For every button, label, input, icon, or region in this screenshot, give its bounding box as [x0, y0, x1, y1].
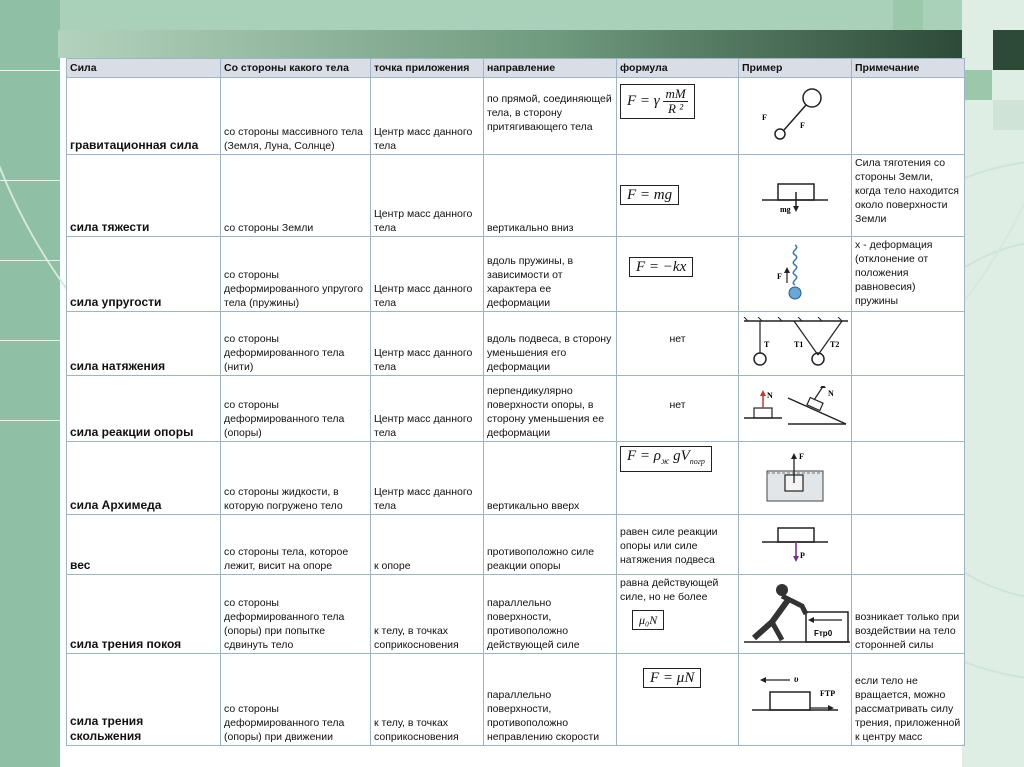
force-source: со стороны Земли — [221, 155, 371, 237]
example-label: υ — [794, 673, 799, 684]
example-label: mg — [780, 204, 791, 214]
formula-box — [620, 84, 695, 119]
force-source: со стороны массивного тела (Земля, Луна, Солнце) — [221, 78, 371, 155]
force-direction: вдоль подвеса, в сторону уменьшения его деформации — [484, 312, 617, 376]
header-formula: формула — [617, 59, 739, 78]
force-name: сила трения покоя — [67, 575, 221, 654]
force-formula — [617, 155, 739, 237]
force-source: со стороны деформированного тела (опоры) при движении — [221, 654, 371, 746]
static-friction-diagram-icon — [739, 575, 852, 654]
force-name: сила трения скольжения — [67, 654, 221, 746]
force-note: если тело не вращается, можно рассматривать силу трения, приложенной к центру масс — [852, 654, 965, 746]
force-note — [852, 515, 965, 575]
force-name: сила натяжения — [67, 312, 221, 376]
force-source: со стороны деформированного тела (нити) — [221, 312, 371, 376]
example-label: N — [828, 388, 834, 398]
force-formula — [617, 78, 739, 155]
force-source: со стороны жидкости, в которую погружено тело — [221, 442, 371, 515]
table-header-row — [67, 59, 965, 78]
force-formula — [617, 654, 739, 746]
formula-subscript: погр — [689, 457, 705, 466]
force-formula — [617, 237, 739, 312]
formula-box: F = mg — [620, 185, 679, 205]
table-row — [67, 654, 965, 746]
slide-title-bar — [58, 30, 962, 58]
formula-box: F = −kx — [629, 257, 693, 277]
force-note: x - деформация (отклонение от положения равновесия) пружины — [852, 237, 965, 312]
force-note — [852, 312, 965, 376]
example-label: FTP — [820, 688, 836, 698]
example-label: P — [800, 550, 805, 560]
formula-denominator: R ² — [668, 101, 684, 116]
force-source: со стороны деформированного упругого тела (пружины) — [221, 237, 371, 312]
slide-line — [0, 340, 60, 341]
force-direction: вдоль пружины, в зависимости от характера ее деформации — [484, 237, 617, 312]
force-name: сила тяжести — [67, 155, 221, 237]
formula-lhs: F = — [627, 448, 651, 464]
formula-box: F = μN — [643, 668, 701, 688]
force-formula: нет — [617, 376, 739, 442]
force-name: сила реакции опоры — [67, 376, 221, 442]
formula-fraction — [663, 87, 687, 116]
formula-rho: ρ — [653, 448, 661, 464]
formula-numerator: mM — [665, 86, 686, 101]
formula-mid: gV — [673, 448, 690, 464]
formula-subscript: ж — [661, 456, 670, 466]
weight-diagram-icon — [739, 515, 852, 575]
block-weight-diagram-icon — [739, 155, 852, 237]
table-row — [67, 515, 965, 575]
tension-diagram-icon — [739, 312, 852, 376]
example-label: T — [764, 339, 770, 349]
header-example: Пример — [739, 59, 852, 78]
force-point: Центр масс данного тела — [371, 155, 484, 237]
force-name: сила упругости — [67, 237, 221, 312]
slide-left-band — [0, 0, 60, 767]
force-formula — [617, 575, 739, 654]
force-note: возникает только при воздействии на тело сторонней силы — [852, 575, 965, 654]
forces-table — [66, 58, 965, 746]
table-row — [67, 376, 965, 442]
force-point: к телу, в точках соприкосновения — [371, 575, 484, 654]
force-direction: вертикально вверх — [484, 442, 617, 515]
decor-square — [993, 30, 1024, 70]
slide-line — [0, 70, 60, 71]
slide-line — [0, 420, 60, 421]
force-point: к телу, в точках соприкосновения — [371, 654, 484, 746]
formula-lhs: F = γ — [627, 92, 660, 109]
force-source: со стороны деформированного тела (опоры) — [221, 376, 371, 442]
header-direction: направление — [484, 59, 617, 78]
formula-text: равна действующей силе, но не более — [620, 577, 719, 603]
force-point: Центр масс данного тела — [371, 376, 484, 442]
slide-line — [0, 260, 60, 261]
force-point: к опоре — [371, 515, 484, 575]
header-point: точка приложения — [371, 59, 484, 78]
force-note: Сила тяготения со стороны Земли, когда тело находится около поверхности Земли — [852, 155, 965, 237]
decor-square — [893, 0, 923, 30]
normal-force-diagram-icon — [739, 376, 852, 442]
slide-line — [0, 180, 60, 181]
sliding-friction-diagram-icon — [739, 654, 852, 746]
force-formula: равен силе реакции опоры или силе натяжения подвеса — [617, 515, 739, 575]
force-direction: параллельно поверхности, противоположно действующей силе — [484, 575, 617, 654]
table-row — [67, 575, 965, 654]
force-direction: вертикально вниз — [484, 155, 617, 237]
force-point: Центр масс данного тела — [371, 78, 484, 155]
force-point: Центр масс данного тела — [371, 312, 484, 376]
svg-text:F: F — [762, 113, 767, 122]
table-row — [67, 237, 965, 312]
force-formula: нет — [617, 312, 739, 376]
decor-square — [962, 70, 992, 100]
force-direction: перпендикулярно поверхности опоры, в сторону уменьшения ее деформации — [484, 376, 617, 442]
example-label: T1 — [794, 339, 804, 349]
example-label: Fтр0 — [814, 629, 833, 638]
table-row — [67, 312, 965, 376]
spring-diagram-icon — [739, 237, 852, 312]
svg-text:F: F — [799, 452, 804, 461]
force-name: вес — [67, 515, 221, 575]
force-direction: противоположно силе реакции опоры — [484, 515, 617, 575]
table-row — [67, 155, 965, 237]
force-source: со стороны тела, которое лежит, висит на опоре — [221, 515, 371, 575]
force-source: со стороны деформированного тела (опоры) при попытке сдвинуть тело — [221, 575, 371, 654]
formula-box: μ₀N — [632, 610, 664, 630]
header-note: Примечание — [852, 59, 965, 78]
decor-square — [993, 100, 1024, 130]
header-force: Сила — [67, 59, 221, 78]
header-source: Со стороны какого тела — [221, 59, 371, 78]
force-direction: параллельно поверхности, противоположно неправлению скорости — [484, 654, 617, 746]
formula-box — [620, 446, 712, 472]
example-label: T2 — [830, 339, 840, 349]
svg-text:F: F — [777, 272, 782, 281]
gravity-diagram-icon — [739, 78, 852, 155]
force-name: гравитационная сила — [67, 78, 221, 155]
table-row — [67, 442, 965, 515]
force-point: Центр масс данного тела — [371, 237, 484, 312]
force-point: Центр масс данного тела — [371, 442, 484, 515]
force-note — [852, 442, 965, 515]
force-direction: по прямой, соединяющей тела, в сторону притягивающего тела — [484, 78, 617, 155]
svg-text:F: F — [800, 121, 805, 130]
force-formula — [617, 442, 739, 515]
force-name: сила Архимеда — [67, 442, 221, 515]
force-note — [852, 78, 965, 155]
table-row — [67, 78, 965, 155]
example-label: N — [767, 390, 773, 400]
force-note — [852, 376, 965, 442]
archimedes-diagram-icon — [739, 442, 852, 515]
forces-table-container — [66, 58, 964, 744]
